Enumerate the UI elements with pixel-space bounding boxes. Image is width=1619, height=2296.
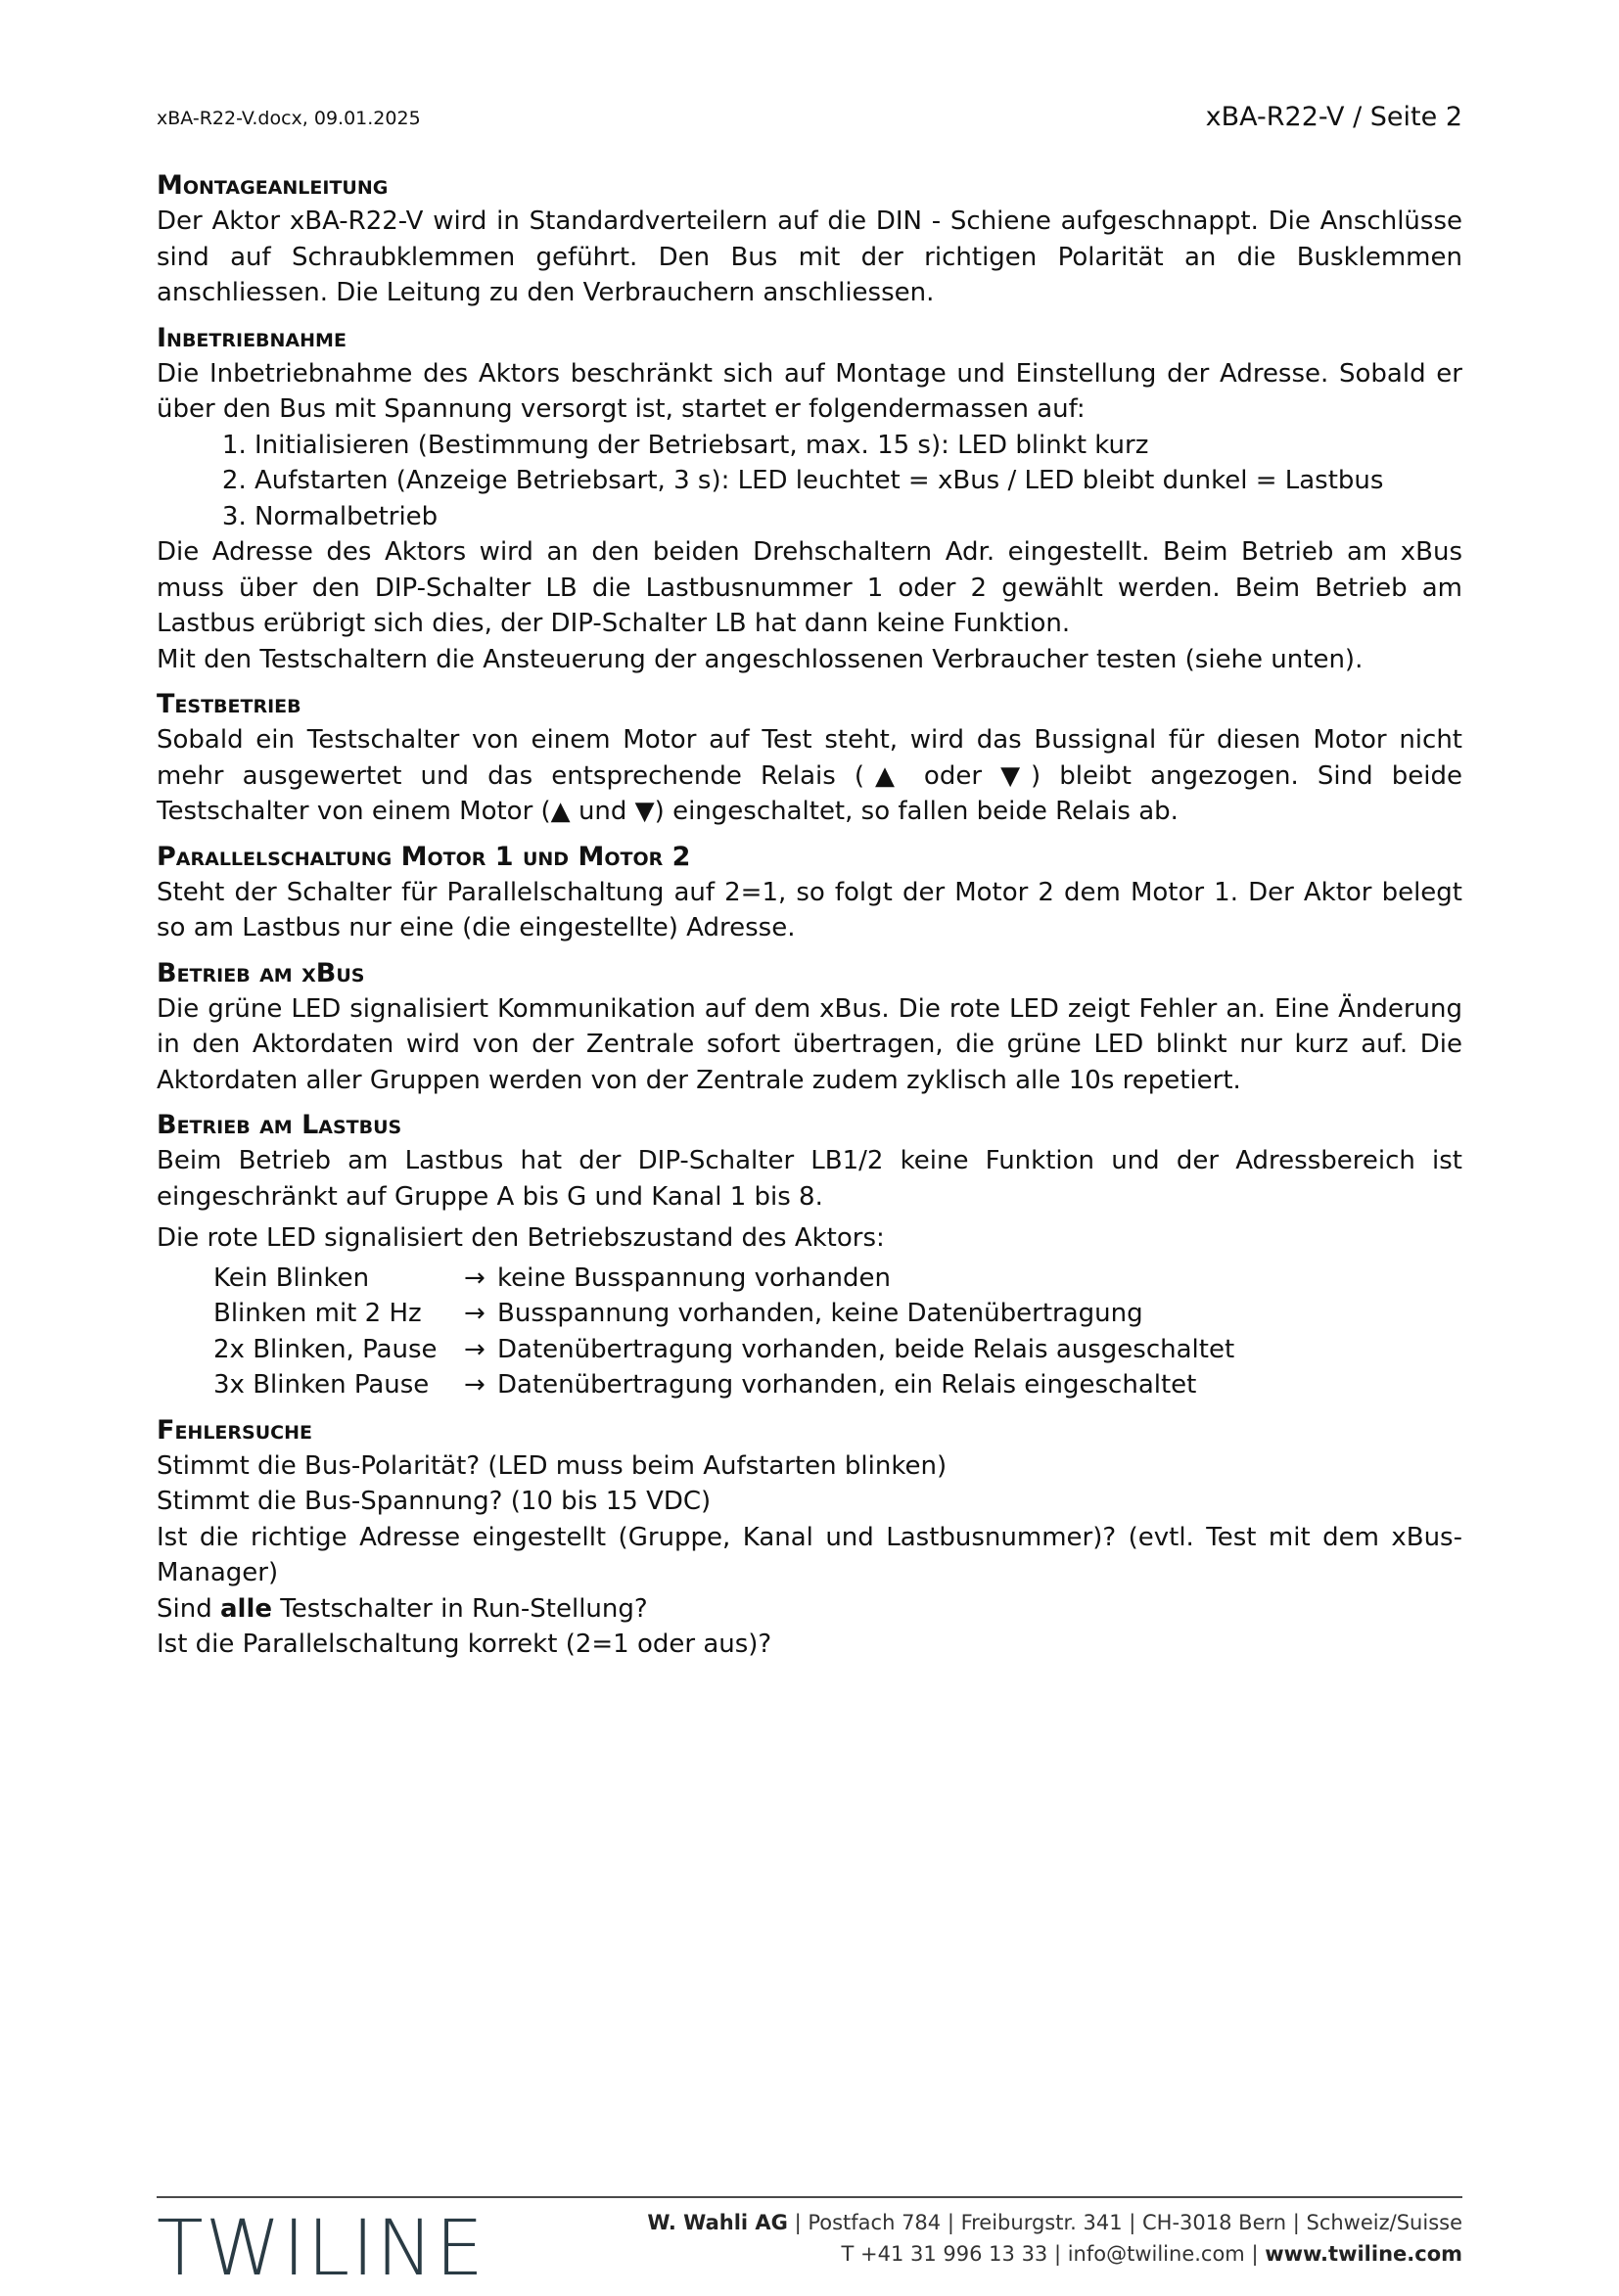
led-state: Blinken mit 2 Hz	[213, 1299, 422, 1328]
heading-testbetrieb: Testbetrieb	[157, 689, 301, 719]
header-filename-date: xBA-R22-V.docx, 09.01.2025	[157, 108, 421, 129]
troubleshoot-line: Ist die Parallelschaltung korrekt (2=1 oder aus)?	[157, 1630, 772, 1659]
led-status-table	[213, 1261, 1234, 1403]
startup-step-3: 3. Normalbetrieb	[254, 499, 1462, 535]
heading-fehlersuche: Fehlersuche	[157, 1414, 312, 1446]
led-meaning: Datenübertragung vorhanden, ein Relais eingeschaltet	[497, 1370, 1197, 1400]
arrow-right-icon: →	[464, 1263, 486, 1293]
footer-line-1	[647, 2207, 1462, 2238]
led-meaning: keine Busspannung vorhanden	[497, 1263, 892, 1293]
company-address: | Postfach 784 | Freiburgstr. 341 | CH-3018 Bern | Schweiz/Suisse	[787, 2211, 1462, 2234]
twiline-logo	[157, 2198, 568, 2296]
led-state: Kein Blinken	[213, 1263, 370, 1293]
footer-line-2	[647, 2238, 1462, 2270]
emphasis-alle: alle	[219, 1593, 272, 1624]
troubleshoot-text: Testschalter in Run-Stellung?	[272, 1593, 648, 1624]
paragraph-betrieb-lastbus: Beim Betrieb am Lastbus hat der DIP-Schalter LB1/2 keine Funktion und der Adressbereich ist eingeschränkt auf Gruppe A bis G und Kanal 1 bis 8.	[157, 1146, 1462, 1212]
troubleshoot-line	[157, 1591, 1462, 1628]
led-status-row	[213, 1261, 1234, 1297]
heading-inbetriebnahme: Inbetriebnahme	[157, 322, 347, 353]
logo-text: TWILINE	[157, 2205, 486, 2293]
led-status-row	[213, 1367, 1234, 1403]
startup-step-1: 1. Initialisieren (Bestimmung der Betriebsart, max. 15 s): LED blinkt kurz	[254, 428, 1462, 464]
startup-steps-list	[157, 428, 1462, 535]
paragraph-betrieb-xbus: Die grüne LED signalisiert Kommunikation auf dem xBus. Die rote LED zeigt Fehler an. Eine Änderung in den Aktordaten wird von der Zentrale sofort übertragen, die grüne LED blinkt nur kurz auf. Die Aktordaten aller Gruppen werden von der Zentrale zudem zyklisch alle 10s repetiert.	[157, 993, 1462, 1095]
arrow-right-icon: →	[464, 1334, 486, 1364]
led-meaning: Busspannung vorhanden, keine Datenübertragung	[497, 1299, 1143, 1328]
company-name: W. Wahli AG	[647, 2211, 788, 2234]
paragraph-test-switches: Mit den Testschaltern die Ansteuerung der angeschlossenen Verbraucher testen (siehe unten).	[157, 644, 1364, 674]
arrow-right-icon: →	[464, 1370, 486, 1400]
led-state: 3x Blinken Pause	[213, 1370, 430, 1400]
paragraph-parallelschaltung: Steht der Schalter für Parallelschaltung auf 2=1, so folgt der Motor 2 dem Motor 1. Der Aktor belegt so am Lastbus nur eine (die eingestellte) Adresse.	[157, 877, 1462, 942]
paragraph-testbetrieb: Sobald ein Testschalter von einem Motor auf Test steht, wird das Bussignal für diesen Motor nicht mehr ausgewertet und das entsprechende Relais (▲ oder ▼) bleibt angezogen. Sind beide Testschalter von einem Motor (▲ und ▼) eingeschaltet, so fallen beide Relais ab.	[157, 725, 1462, 826]
paragraph-led-intro: Die rote LED signalisiert den Betriebszustand des Aktors:	[157, 1223, 885, 1253]
troubleshoot-text: Sind	[157, 1593, 220, 1624]
led-meaning: Datenübertragung vorhanden, beide Relais ausgeschaltet	[497, 1334, 1235, 1364]
paragraph-address-setting: Die Adresse des Aktors wird an den beiden Drehschaltern Adr. eingestellt. Beim Betrieb am xBus muss über den DIP-Schalter LB die Lastbusnummer 1 oder 2 gewählt werden. Beim Betrieb am Lastbus erübrigt sich dies, der DIP-Schalter LB hat dann keine Funktion.	[157, 537, 1462, 638]
company-website: www.twiline.com	[1265, 2242, 1462, 2266]
led-state: 2x Blinken, Pause	[213, 1334, 438, 1364]
arrow-right-icon: →	[464, 1299, 486, 1328]
paragraph-montage: Der Aktor xBA-R22-V wird in Standardverteilern auf die DIN - Schiene aufgeschnappt. Die Anschlüsse sind auf Schraubklemmen geführt. Den Bus mit der richtigen Polarität an die Busklemmen anschliessen. Die Leitung zu den Verbrauchern anschliessen.	[157, 207, 1462, 307]
header-page-label: xBA-R22-V / Seite 2	[1205, 102, 1462, 132]
startup-step-2: 2. Aufstarten (Anzeige Betriebsart, 3 s): LED leuchtet = xBus / LED bleibt dunkel = Lastbus	[254, 463, 1462, 499]
document-body	[157, 168, 1462, 1663]
led-status-row	[213, 1296, 1234, 1332]
troubleshoot-line: Ist die richtige Adresse eingestellt (Gruppe, Kanal und Lastbusnummer)? (evtl. Test mit dem xBus-Manager)	[157, 1522, 1462, 1587]
paragraph-inbetriebnahme-intro: Die Inbetriebnahme des Aktors beschränkt sich auf Montage und Einstellung der Adresse. Sobald er über den Bus mit Spannung versorgt ist, startet er folgendermassen auf:	[157, 358, 1462, 424]
heading-montage: Montageanleitung	[157, 170, 389, 201]
heading-parallelschaltung: Parallelschaltung Motor 1 und Motor 2	[157, 841, 691, 872]
heading-betrieb-lastbus: Betrieb am Lastbus	[157, 1110, 402, 1140]
troubleshoot-line: Stimmt die Bus-Spannung? (10 bis 15 VDC)	[157, 1487, 712, 1516]
led-status-row	[213, 1332, 1234, 1368]
company-contact: T +41 31 996 13 33 | info@twiline.com |	[841, 2242, 1266, 2266]
troubleshoot-line: Stimmt die Bus-Polarität? (LED muss beim Aufstarten blinken)	[157, 1450, 948, 1481]
heading-betrieb-xbus: Betrieb am xBus	[157, 957, 365, 988]
footer-contact	[647, 2207, 1462, 2270]
